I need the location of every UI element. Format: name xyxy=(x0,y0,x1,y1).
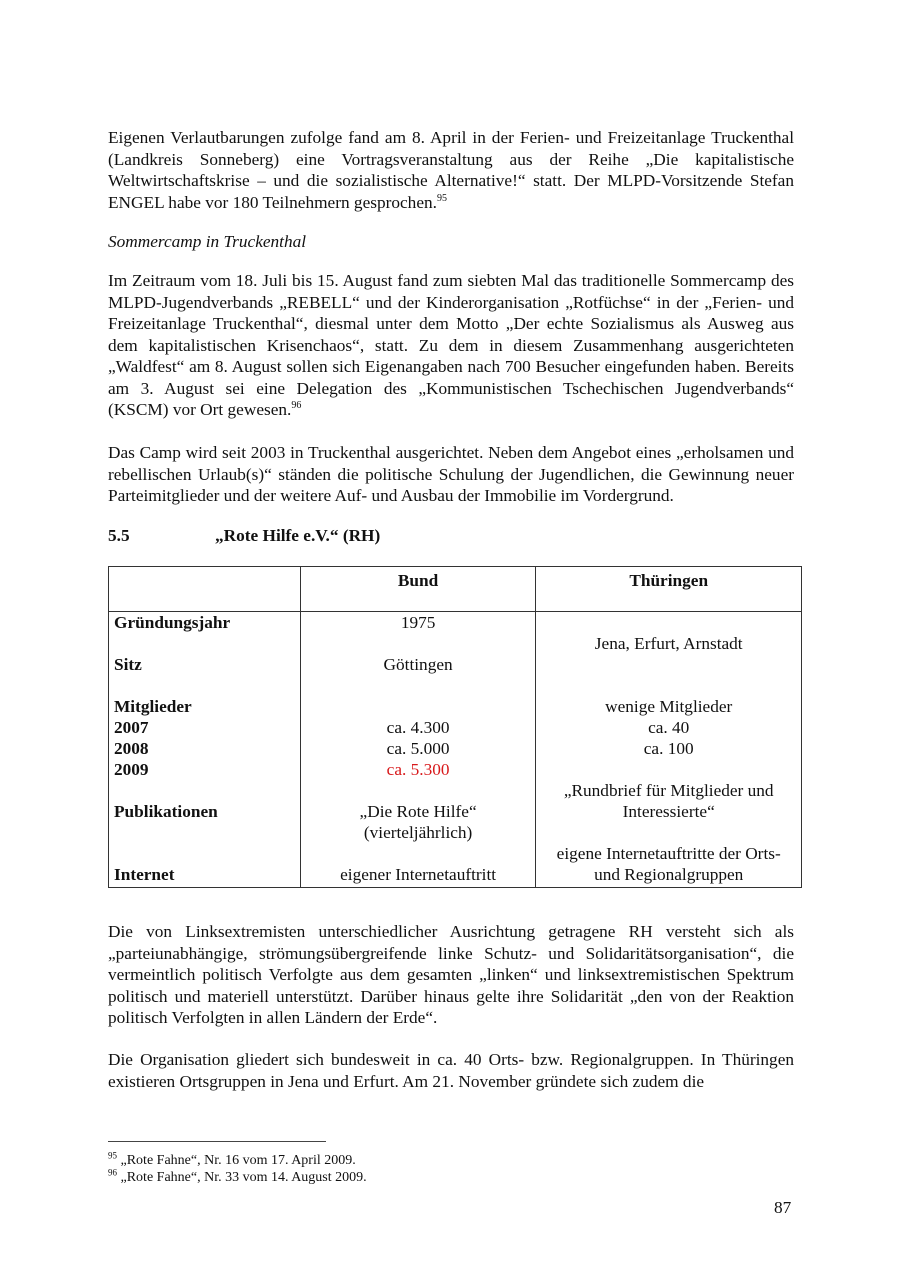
footnote-ref-95[interactable]: 95 xyxy=(436,192,447,204)
label-2008: 2008 xyxy=(114,739,149,758)
footnote-96: $^{96}$ „Rote Fahne“, Nr. 33 vom 14. August 2009. xyxy=(108,1167,367,1185)
thueringen-members-2009: ca. 100 xyxy=(643,739,694,758)
paragraph-rh-self-image: Die von Linksextremisten unterschiedlicher Ausrichtung getragene RH versteht sich als „parteiunabhängige, strömungsübergreifende linke Schutz- und Solidaritätsorganisation“, die vermeintlich politisch Verfolgte aus dem gesamten „linken“ und linksextremistischen Spektrum politisch und materiell unterstützt. Darüber hinaus gelte ihre Solidarität „den von der Reaktion politisch Verfolgten in allen Ländern der Erde“. xyxy=(108,922,794,1027)
table-thueringen-column xyxy=(536,612,802,888)
thueringen-seat: Jena, Erfurt, Arnstadt xyxy=(594,634,743,653)
thueringen-members-2008: ca. 40 xyxy=(648,718,690,737)
footnote-95: $^{95}$ „Rote Fahne“, Nr. 16 vom 17. April 2009. xyxy=(108,1150,356,1168)
paragraph-sommercamp: Im Zeitraum vom 18. Juli bis 15. August fand zum siebten Mal das traditionelle Sommercamp des MLPD-Jugendverbands „REBELL“ und der Kinderorganisation „Rotfüchse“ in der „Ferien- und Freizeitanlage Truckenthal“, diesmal unter dem Motto „Der echte Sozialismus als Ausweg aus dem kapitalistischen Krisenchaos“, statt. Zu dem in diesem Zusammenhang ausgerichteten „Waldfest“ am 8. August sollen sich Eigenangaben nach 700 Besucher eingefunden haben. Bereits am 3. August sei eine Delegation des „Kommunistischen Tschechischen Jugendverbands“ (KSCM) vor Ort gewesen.$^{96}$ xyxy=(108,271,794,419)
rote-hilfe-table xyxy=(108,566,802,888)
footnote-ref-96[interactable]: 96 xyxy=(291,400,302,412)
table-bund-column xyxy=(300,612,536,888)
label-2009: 2009 xyxy=(114,760,149,779)
table-body-row xyxy=(109,612,802,888)
subheading-sommercamp: Sommercamp in Truckenthal xyxy=(108,232,307,251)
bund-members-2007: ca. 4.300 xyxy=(386,718,450,737)
label-internet: Internet xyxy=(114,865,175,884)
label-seat: Sitz xyxy=(114,655,142,674)
table-header-thueringen: Thüringen xyxy=(536,567,802,612)
paragraph-rh-organisation: Die Organisation gliedert sich bundesweit in ca. 40 Orts- bzw. Regionalgruppen. In Thüringen existieren Ortsgruppen in Jena und Erfurt. Am 21. November gründete sich zudem die xyxy=(108,1050,794,1091)
footnote-divider xyxy=(108,1141,326,1142)
paragraph-truckenthal-lecture: Eigenen Verlautbarungen zufolge fand am 8. April in der Ferien- und Freizeitanlage Truckenthal (Landkreis Sonneberg) eine Vortragsveranstaltung aus der Reihe „Die kapitalistische Weltwirtschaftskrise – und die sozialistische Alternative!“ statt. Der MLPD-Vorsitzende Stefan ENGEL habe vor 180 Teilnehmern gesprochen.$^{95}$ xyxy=(108,128,794,212)
bund-publication-title: „Die Rote Hilfe“ xyxy=(359,802,477,821)
table-label-column xyxy=(109,612,301,888)
page-number: 87 xyxy=(774,1198,792,1217)
table-header-empty xyxy=(109,567,301,612)
section-number: 5.5 xyxy=(108,526,130,545)
section-title: „Rote Hilfe e.V.“ (RH) xyxy=(215,526,381,545)
label-publications: Publikationen xyxy=(114,802,218,821)
thueringen-members-2007: wenige Mitglieder xyxy=(605,697,733,716)
paragraph-camp-since-2003: Das Camp wird seit 2003 in Truckenthal ausgerichtet. Neben dem Angebot eines „erholsamen und rebellischen Urlaub(s)“ ständen die politische Schulung der Jugendlichen, die Gewinnung neuer Parteimitglieder und der weitere Auf- und Ausbau der Immobilie im Vordergrund. xyxy=(108,443,794,505)
bund-seat: Göttingen xyxy=(383,655,453,674)
label-founding-year: Gründungsjahr xyxy=(114,613,231,632)
thueringen-publication-line1: „Rundbrief für Mitglieder und xyxy=(563,781,774,800)
bund-founding-year: 1975 xyxy=(400,613,436,632)
bund-members-2009: ca. 5.300 xyxy=(386,760,450,779)
table-header-row xyxy=(109,567,802,612)
bund-internet: eigener Internetauftritt xyxy=(340,865,497,884)
table-header-bund: Bund xyxy=(300,567,536,612)
thueringen-internet-line1: eigene Internetauftritte der Orts- xyxy=(556,844,781,863)
label-2007: 2007 xyxy=(114,718,149,737)
label-members: Mitglieder xyxy=(114,697,192,716)
bund-members-2008: ca. 5.000 xyxy=(386,739,450,758)
thueringen-internet-line2: und Regionalgruppen xyxy=(594,865,744,884)
bund-publication-frequency: (vierteljährlich) xyxy=(363,823,473,842)
thueringen-publication-line2: Interessierte“ xyxy=(622,802,715,821)
